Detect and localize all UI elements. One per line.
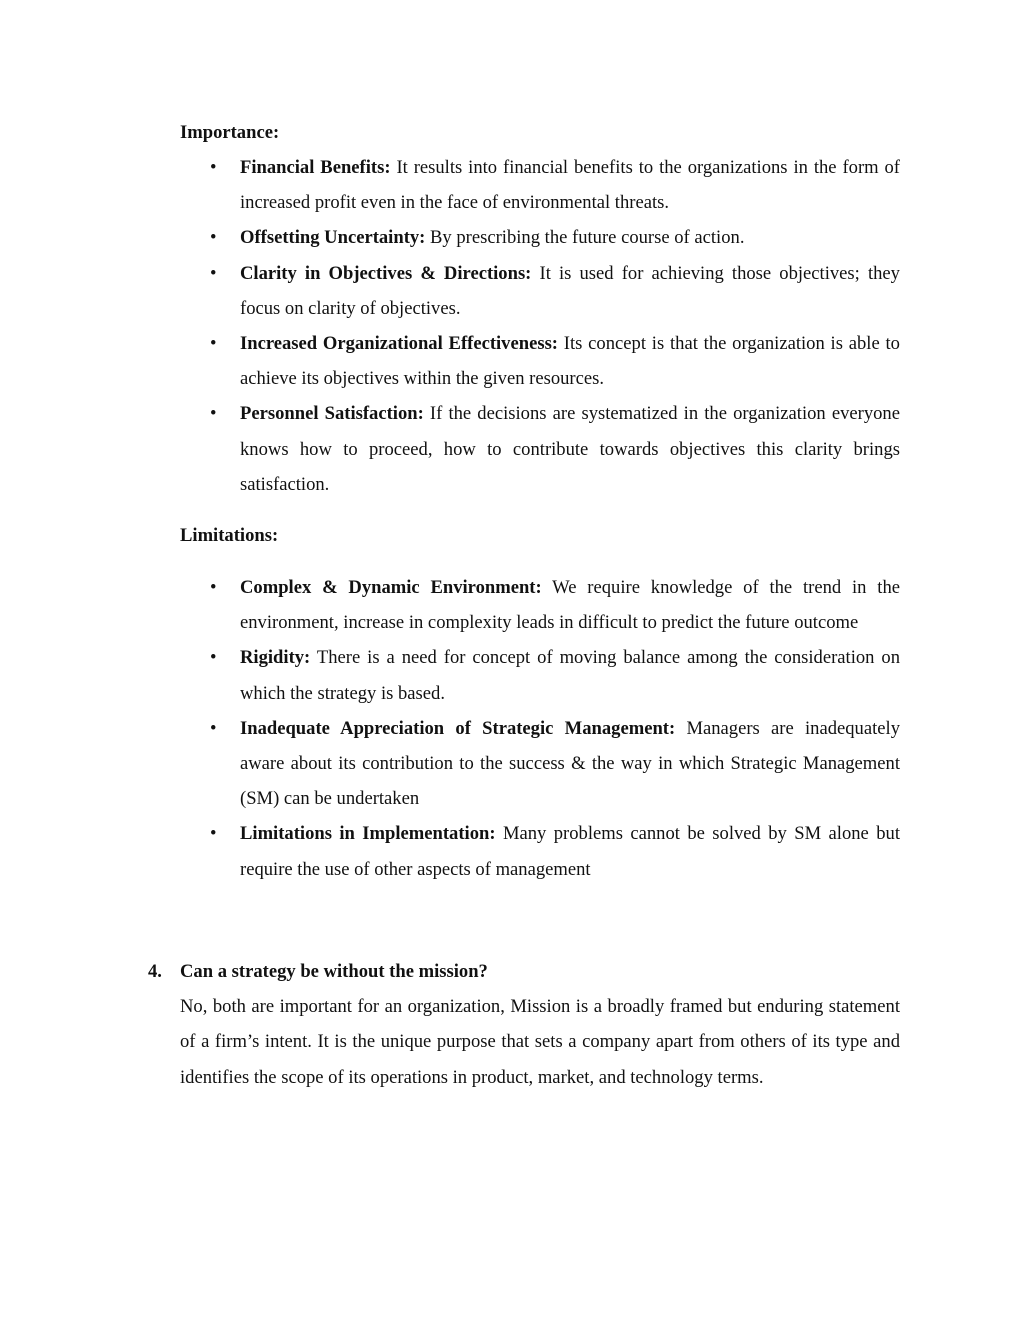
item-text: Its concept is that the organization is able to achieve its objectives within the given resources. [240,333,900,390]
bullet-icon: • [210,262,217,284]
question-number: 4. [148,961,162,982]
item-text: By prescribing the future course of action. [425,227,745,249]
bullet-icon: • [210,227,217,249]
bullet-icon: • [210,647,217,669]
list-item [210,150,900,220]
item-text: It is used for achieving those objectives; they focus on clarity of objectives. [240,262,900,319]
question-answer: No, both are important for an organization, Mission is a broadly framed but enduring statement of a firm’s intent. It is the unique purpose that sets a company apart from others of its type and identifies the scope of its operations in product, market, and technology terms. [180,996,900,1088]
list-item [210,256,900,326]
item-title: Complex & Dynamic Environment: [240,577,542,598]
list-item [210,711,900,817]
question-block [180,954,900,1095]
bullet-icon: • [210,823,217,845]
item-text: There is a need for concept of moving balance among the consideration on which the strategy is based. [240,647,900,704]
list-item [210,816,900,886]
item-title: Clarity in Objectives & Directions: [240,262,532,284]
item-text: We require knowledge of the trend in the environment, increase in complexity leads in difficult to predict the future outcome [240,577,901,634]
list-item [210,396,900,502]
item-title: Inadequate Appreciation of Strategic Management: [240,717,676,739]
item-text: If the decisions are systematized in the organization everyone knows how to proceed, how to contribute towards objectives this clarity brings satisfaction. [240,403,900,495]
list-item [210,640,900,710]
item-text: Managers are inadequately aware about its contribution to the success & the way in which Strategic Management (SM) can be undertaken [240,717,900,810]
limitations-list [210,570,901,887]
bullet-icon: • [210,333,217,355]
list-item [210,326,900,396]
importance-list [210,150,900,502]
question-heading: Can a strategy be without the mission? [180,961,488,982]
bullet-icon: • [210,717,217,739]
list-item [210,570,901,640]
bullet-icon: • [210,157,217,178]
item-title: Rigidity: [240,647,311,669]
importance-heading: Importance: [180,122,280,143]
item-text: It results into financial benefits to the organizations in the form of increased profit even in the face of environmental threats. [240,157,900,214]
item-title: Personnel Satisfaction: [240,403,424,425]
bullet-icon: • [210,403,217,425]
item-title: Financial Benefits: [240,157,391,178]
limitations-heading: Limitations: [180,525,279,546]
list-item [210,220,900,255]
item-title: Increased Organizational Effectiveness: [240,333,558,355]
item-title: Offsetting Uncertainty: [240,227,426,249]
bullet-icon: • [210,577,217,598]
item-title: Limitations in Implementation: [240,823,496,845]
item-text: Many problems cannot be solved by SM alone but require the use of other aspects of management [240,823,900,880]
